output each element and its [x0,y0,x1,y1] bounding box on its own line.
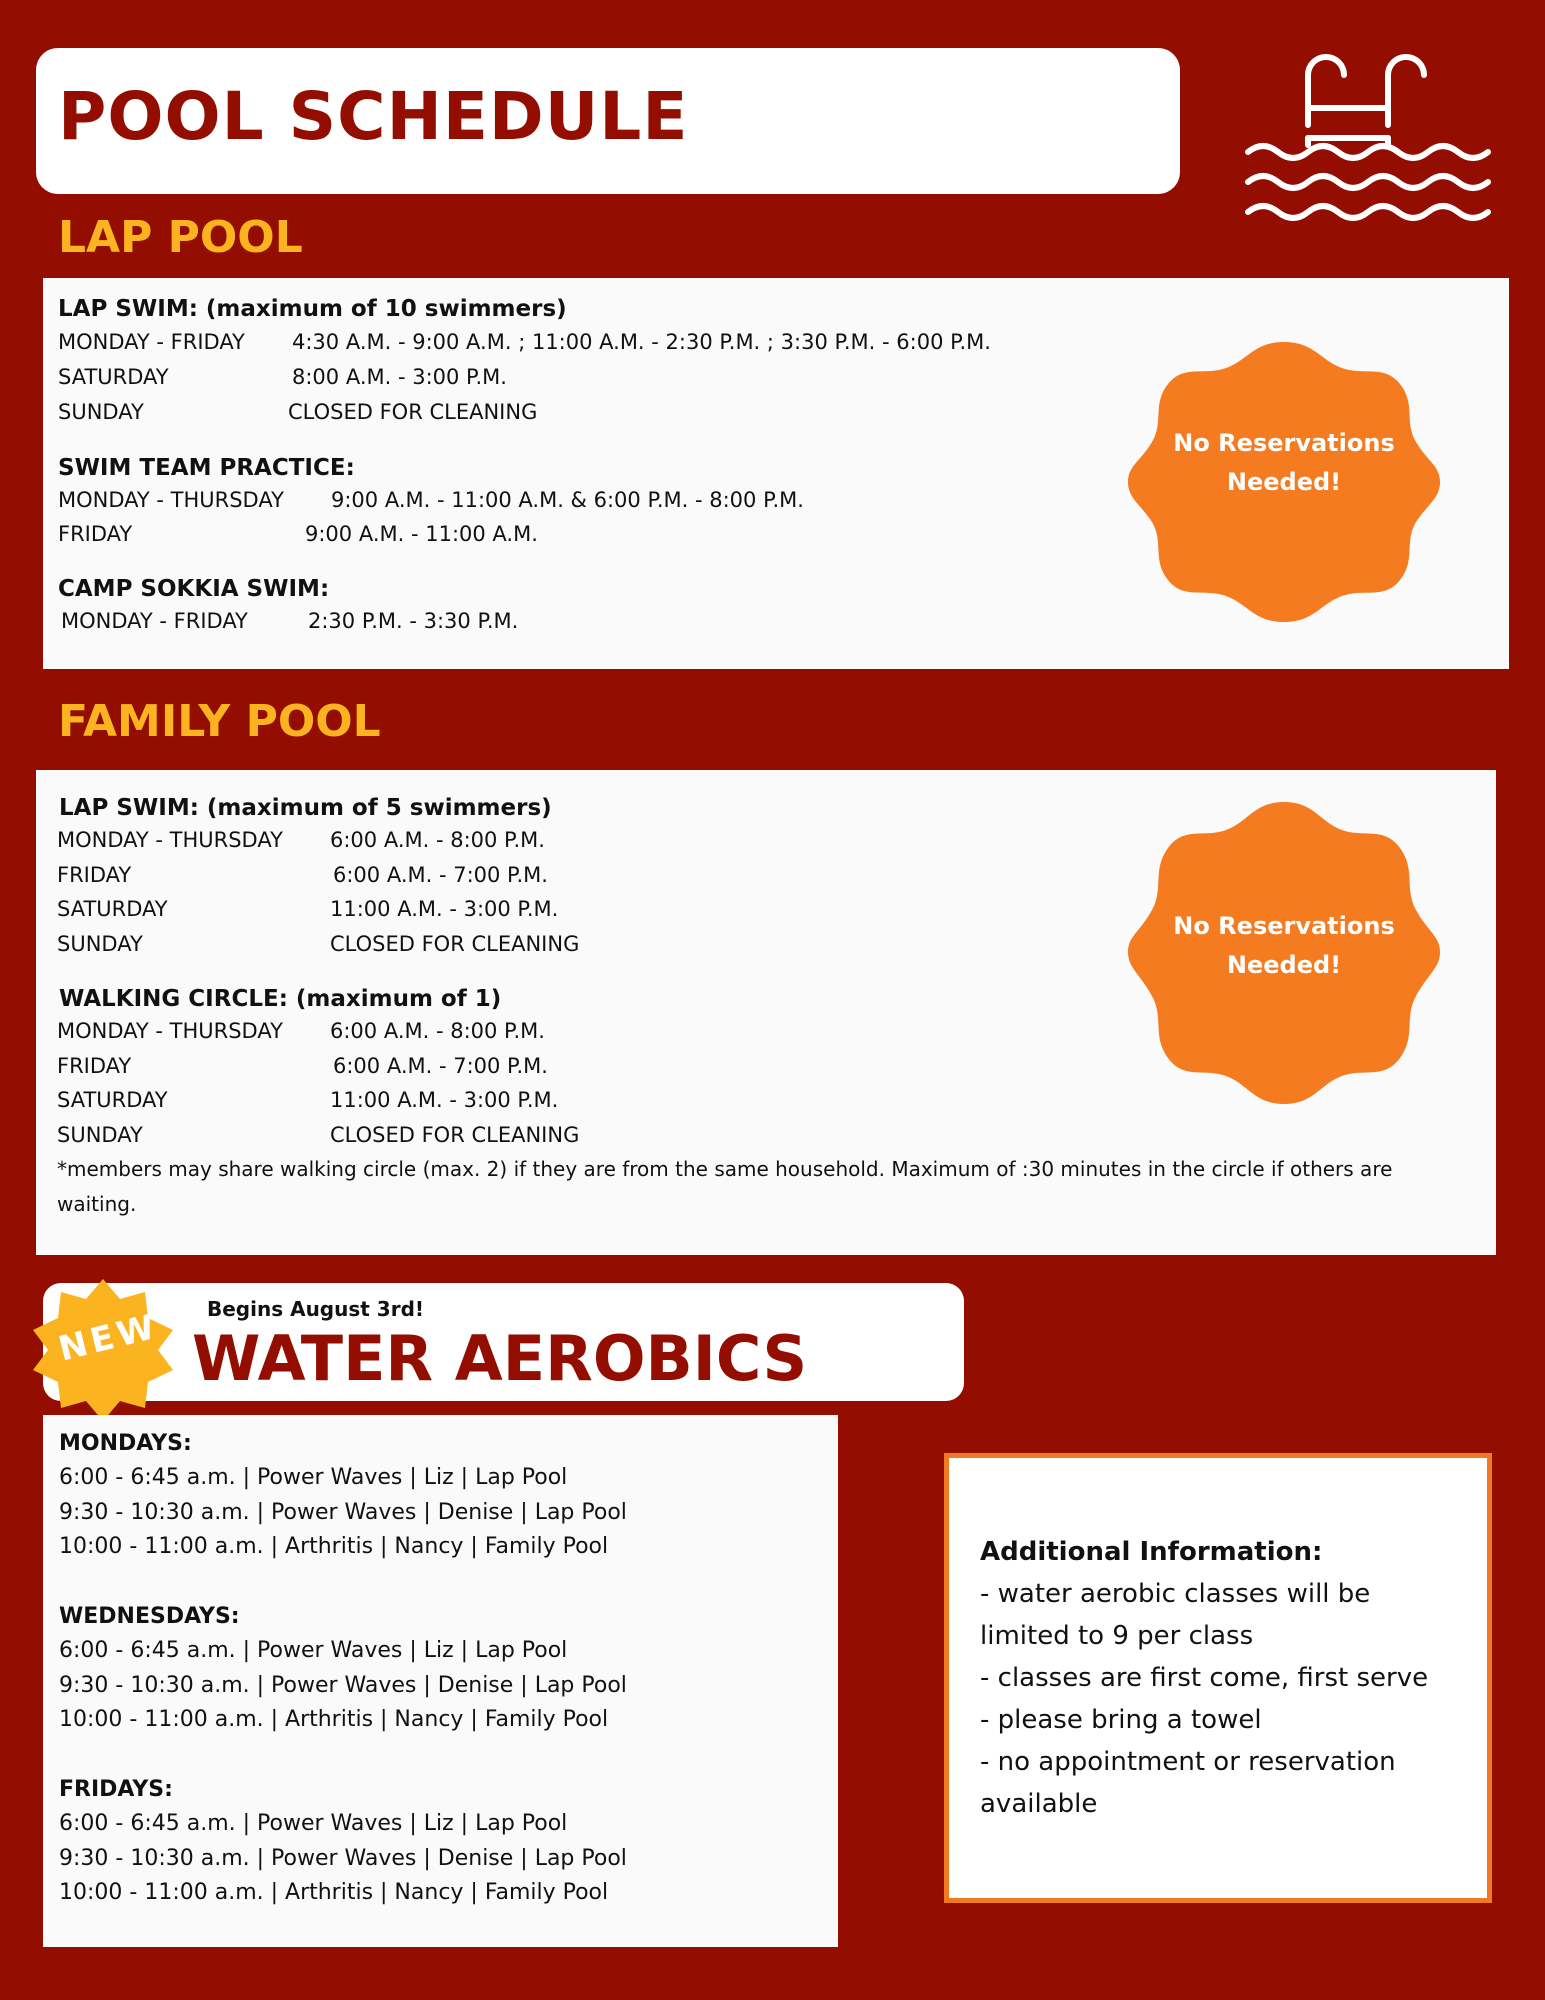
info-line: available [980,1789,1098,1819]
water-waves-icon [1248,146,1488,218]
water-aerobics-panel [43,1415,838,1947]
lap-pool-heading: LAP POOL [58,212,303,263]
class-item: 6:00 - 6:45 a.m. | Power Waves | Liz | Lap Pool [59,1638,568,1663]
day-label: WEDNESDAYS: [59,1604,240,1629]
class-item: 9:30 - 10:30 a.m. | Power Waves | Denise | Lap Pool [59,1846,627,1871]
badge-text: No Reservations Needed! [1173,912,1395,979]
day-label: FRIDAYS: [59,1777,173,1802]
badge-text: No Reservations Needed! [1173,429,1395,496]
info-line: - please bring a towel [980,1705,1262,1735]
lap-pool-panel: LAP SWIM: (maximum of 10 swimmers) MONDAY - FRIDAY 4:30 A.M. - 9:00 A.M. ; 11:00 A.M. - 2:30 P.M. ; 3:30 P.M. - 6:00 P.M. SATURDAY 8:00 A.M. - 3:00 P.M. SUNDAY CLOSED FOR CLEANING SWIM TEAM PRACTICE: MONDAY - THURSDAY 9:00 A.M. - 11:00 A.M. & 6:00 P.M. - 8:00 P.M. FRIDAY 9:00 A.M. - 11:00 A.M. CAMP SOKKIA SWIM: MONDAY - FRIDAY 2:30 P.M. - 3:30 P.M. [43,278,1509,669]
class-item: 10:00 - 11:00 a.m. | Arthritis | Nancy | Family Pool [59,1534,609,1559]
info-heading: Additional Information: [980,1537,1323,1567]
water-aerobics-title: WATER AEROBICS [192,1322,808,1395]
camp-swim-heading: CAMP SOKKIA SWIM: [58,576,330,602]
info-line: - no appointment or reservation [980,1747,1396,1777]
walking-circle-heading: WALKING CIRCLE: (maximum of 1) [59,986,502,1012]
lap-swim-heading: LAP SWIM: (maximum of 10 swimmers) [58,296,567,322]
info-line: limited to 9 per class [980,1621,1254,1651]
class-item: 6:00 - 6:45 a.m. | Power Waves | Liz | Lap Pool [59,1811,568,1836]
class-item: 10:00 - 11:00 a.m. | Arthritis | Nancy | Family Pool [59,1880,609,1905]
class-item: 9:30 - 10:30 a.m. | Power Waves | Denise | Lap Pool [59,1500,627,1525]
walking-circle-note: *members may share walking circle (max. 2) if they are from the same household. Maximum of :30 minutes in the circle if others are waiting. [57,1157,1393,1216]
pool-ladder-icon [1240,50,1500,232]
page-title: POOL SCHEDULE [58,78,689,155]
info-line: - water aerobic classes will be [980,1579,1371,1609]
family-pool-heading: FAMILY POOL [58,696,381,747]
additional-info-box [944,1453,1492,1903]
begins-date: Begins August 3rd! [207,1297,425,1321]
info-line: - classes are first come, first serve [980,1663,1429,1693]
day-label: MONDAYS: [59,1431,192,1456]
family-lap-swim-heading: LAP SWIM: (maximum of 5 swimmers) [59,795,552,821]
class-item: 10:00 - 11:00 a.m. | Arthritis | Nancy | Family Pool [59,1707,609,1732]
swim-team-heading: SWIM TEAM PRACTICE: [58,455,355,481]
family-pool-panel: LAP SWIM: (maximum of 5 swimmers) MONDAY - THURSDAY 6:00 A.M. - 8:00 P.M. FRIDAY 6:00 A.M. - 7:00 P.M. SATURDAY 11:00 A.M. - 3:00 P.M. SUNDAY CLOSED FOR CLEANING WALKING CIRCLE: (maximum of 1) MONDAY - THURSDAY 6:00 A.M. - 8:00 P.M. FRIDAY 6:00 A.M. - 7:00 P.M. SATURDAY 11:00 A.M. - 3:00 P.M. SUNDAY CLOSED FOR CLEANING *members may share walking circle (max. 2) if they are from the same household. Maximum of :30 minutes in the circle if others are waiting. [36,770,1496,1255]
class-item: 9:30 - 10:30 a.m. | Power Waves | Denise | Lap Pool [59,1673,627,1698]
class-item: 6:00 - 6:45 a.m. | Power Waves | Liz | Lap Pool [59,1465,568,1490]
new-label: NEW [54,1306,163,1370]
